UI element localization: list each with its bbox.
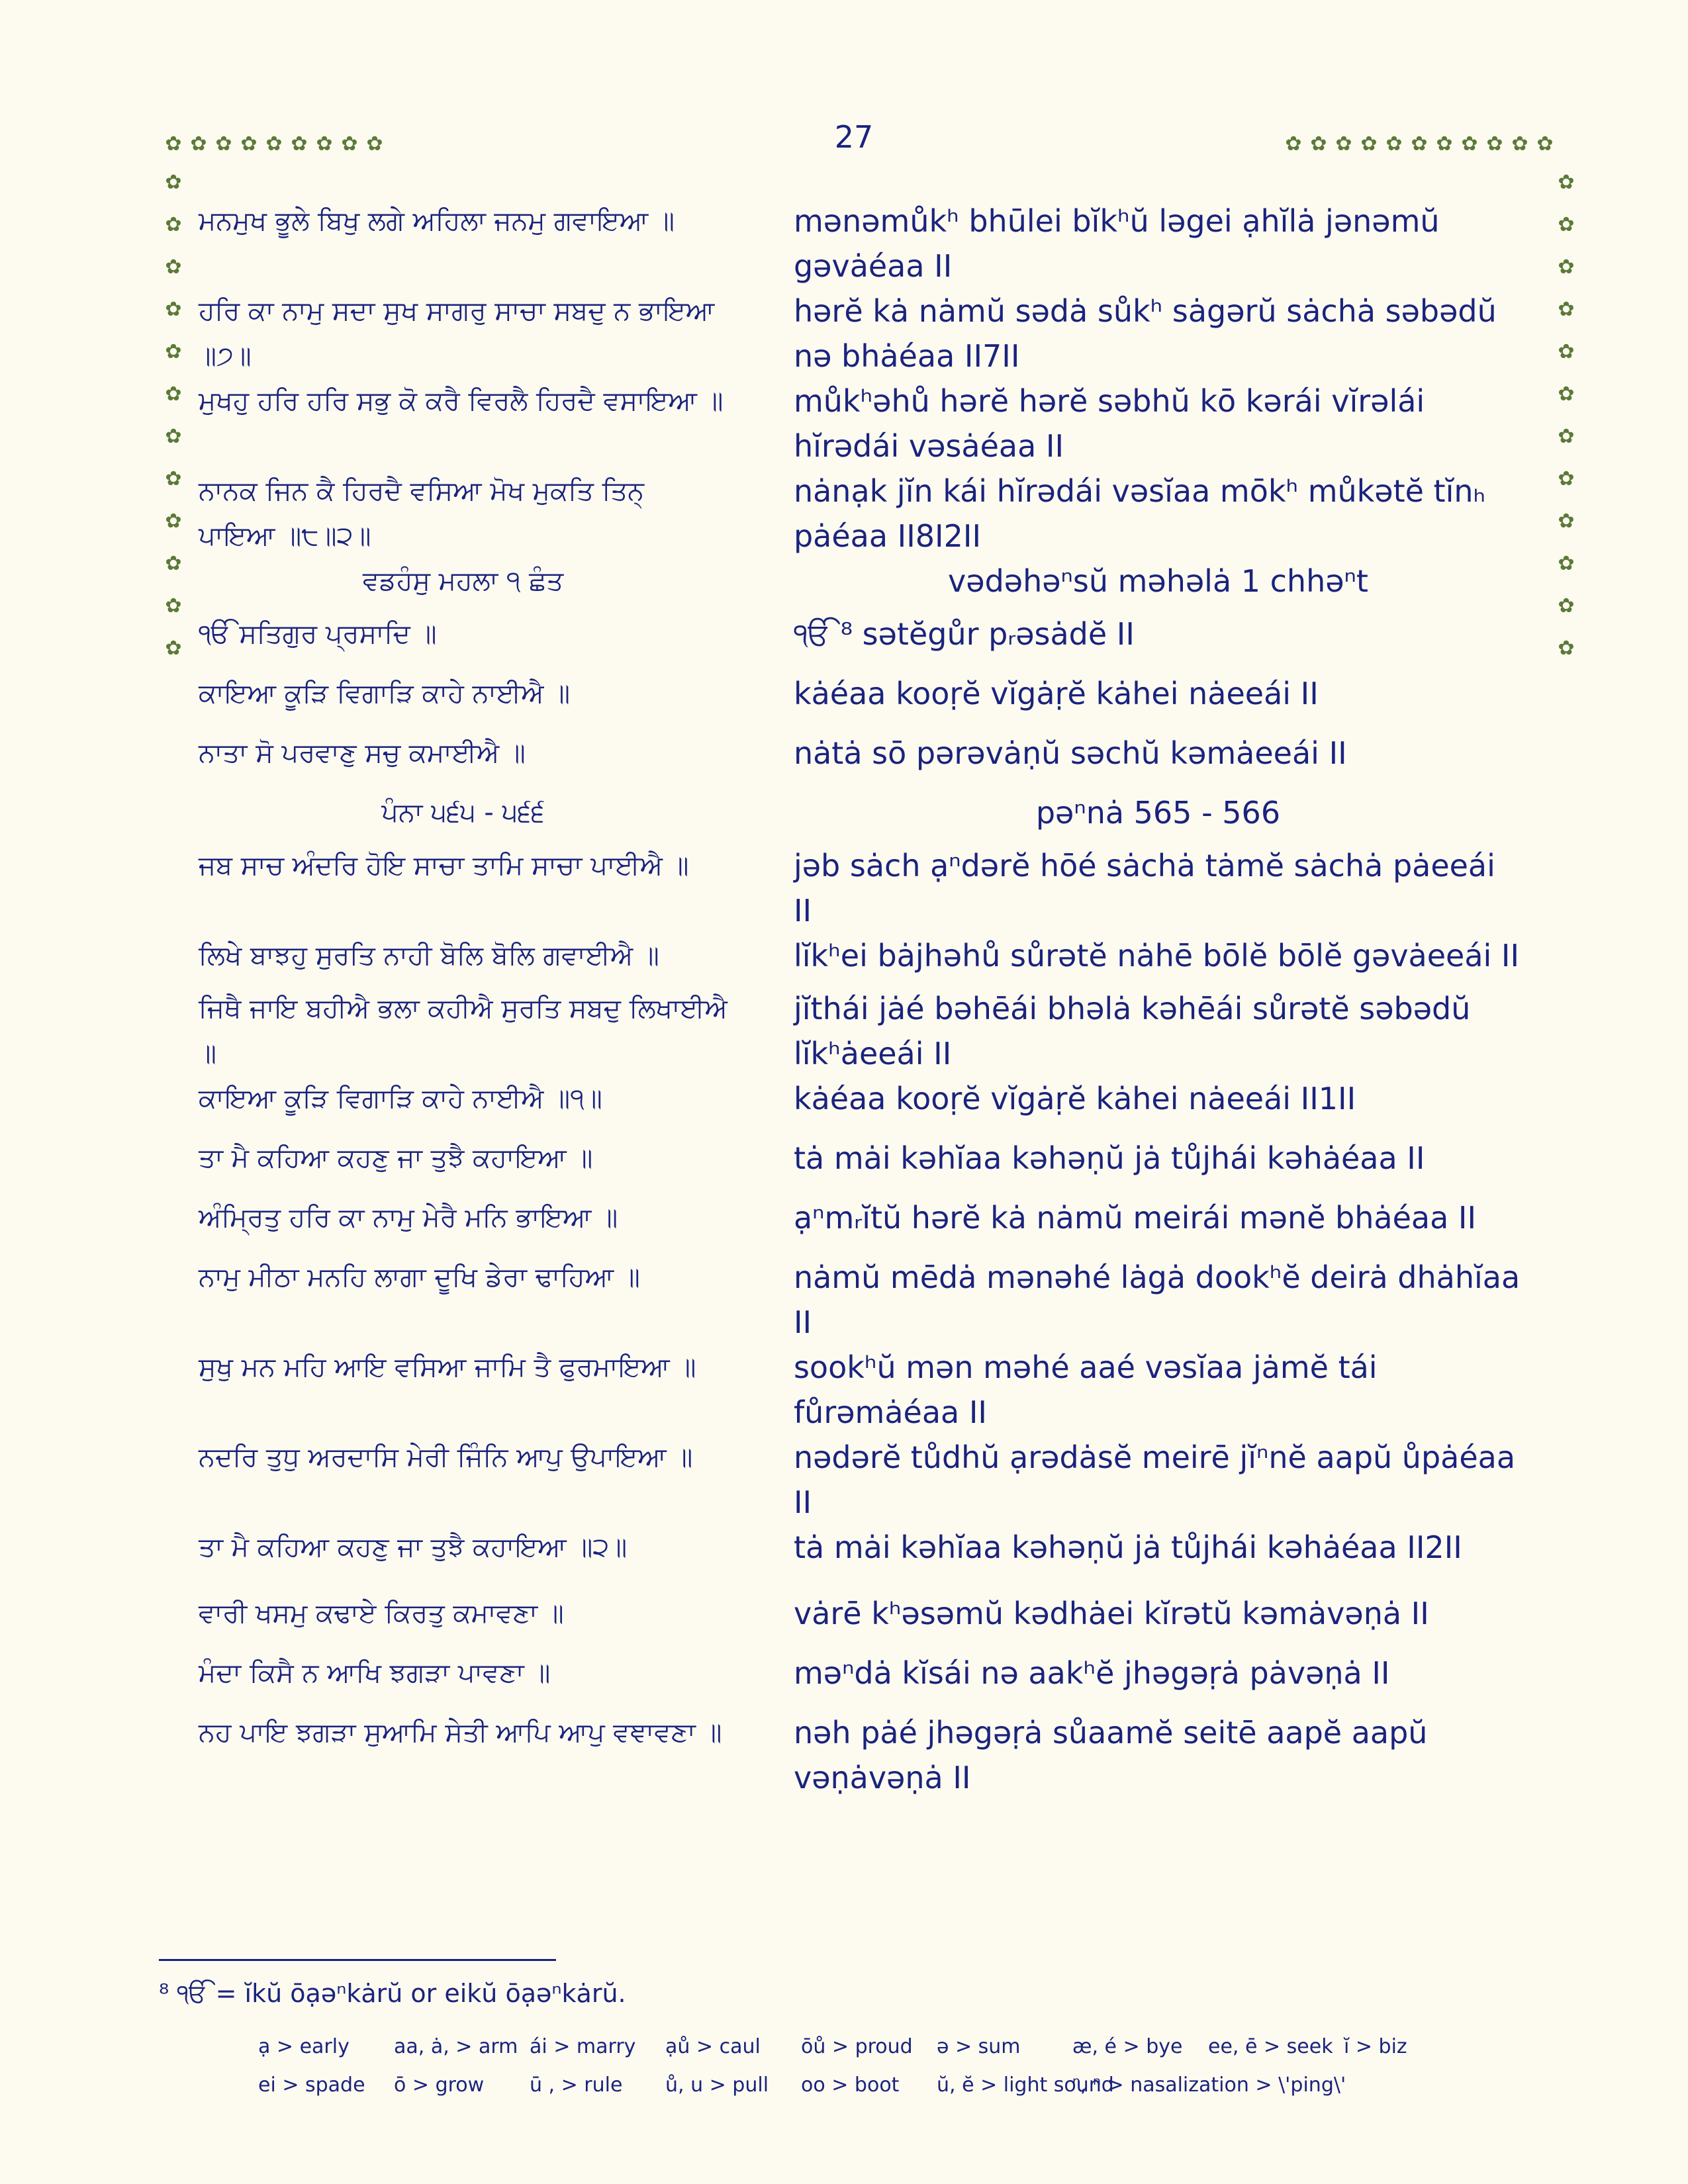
flower-icon: ✿ [1558, 298, 1575, 321]
transliteration-text: vȧrē kʰəsəmŭ kədhȧei kĭrətŭ kəmȧvəṇȧ II [793, 1596, 1429, 1631]
transliteration-text: nȧtȧ sō pərəvȧṇŭ səchŭ kəmȧeeái II [793, 735, 1347, 771]
flower-icon: ✿ [165, 425, 182, 448]
gurmukhi-text: ਜਬ ਸਾਚ ਅੰਦਰਿ ਹੋਇ ਸਾਚਾ ਤਾਮਿ ਸਾਚਾ ਪਾਈਐ ॥ [199, 850, 689, 881]
flower-icon: ✿ [1558, 171, 1575, 194]
transliteration-text: kȧéaa kooṛĕ vĭgȧṛĕ kȧhei nȧeeái II [793, 676, 1319, 711]
transliteration-text: lĭkʰei bȧjhəhů sůrətĕ nȧhē bōlĕ bōlĕ gəvȧeeái II [793, 938, 1520, 974]
flower-icon: ✿ [240, 132, 258, 156]
flower-icon: ✿ [165, 467, 182, 490]
flower-icon: ✿ [1335, 132, 1352, 156]
legend-item: oo > boot [801, 2073, 900, 2097]
flower-icon: ✿ [1558, 255, 1575, 279]
flower-icon: ✿ [1558, 425, 1575, 448]
flower-icon: ✿ [1310, 132, 1327, 156]
legend-item: ōů > proud [801, 2035, 913, 2058]
verse-row [199, 612, 1523, 671]
gurmukhi-text: ਨਹ ਪਾਇ ਝਗੜਾ ਸੁਆਮਿ ਸੇਤੀ ਆਪਿ ਆਪੁ ਵਞਾਵਣਾ ॥ [199, 1717, 722, 1748]
flower-icon: ✿ [1411, 132, 1428, 156]
legend-item: ei > spade [258, 2073, 365, 2097]
flower-icon: ✿ [215, 132, 232, 156]
flower-icon: ✿ [165, 213, 182, 236]
verse-row [199, 1076, 1523, 1136]
flower-icon: ✿ [165, 383, 182, 406]
verse-row [199, 199, 1523, 289]
verse-row [199, 1345, 1523, 1435]
legend-item: æ, é > bye [1072, 2035, 1183, 2058]
transliteration-text: nəh pȧé jhəgəṛȧ sůaamĕ seitē aapĕ aapŭ vəṇȧvəṇȧ II [793, 1715, 1428, 1796]
flower-icon: ✿ [1285, 132, 1302, 156]
transliteration-text: můkʰəhů hərĕ hərĕ səbhŭ kō kərái vĭrəlái hĭrədái vəsȧéaa II [793, 383, 1425, 464]
verse-table [199, 199, 1523, 1800]
flower-icon: ✿ [1360, 132, 1378, 156]
pronunciation-legend [258, 2035, 1516, 2112]
legend-item: ə > sum [937, 2035, 1021, 2058]
flower-icon: ✿ [1486, 132, 1503, 156]
verse-row [199, 671, 1523, 731]
gurmukhi-text: ਨਾਨਕ ਜਿਨ ਕੈ ਹਿਰਦੈ ਵਸਿਆ ਮੋਖ ਮੁਕਤਿ ਤਿਨ੍ ਪਾਇਆ ॥੮॥੨॥ [199, 476, 645, 551]
gurmukhi-text: ਮੁਖਹੁ ਹਰਿ ਹਰਿ ਸਭੁ ਕੋ ਕਰੈ ਵਿਰਲੈ ਹਿਰਦੈ ਵਸਾਇਆ ॥ [199, 386, 724, 416]
verse-row [199, 790, 1523, 843]
gurmukhi-text: ੴ ਸਤਿਗੁਰ ਪ੍ਰਸਾਦਿ ॥ [199, 619, 437, 649]
legend-item: ạ > early [258, 2035, 350, 2058]
gurmukhi-text: ਨਾਤਾ ਸੋ ਪਰਵਾਣੁ ਸਚੁ ਕਮਾਈਐ ॥ [199, 738, 526, 768]
verse-row [199, 933, 1523, 986]
flower-icon: ✿ [165, 340, 182, 363]
verse-row [199, 379, 1523, 469]
transliteration-text: tȧ mȧi kəhĭaa kəhəṇŭ jȧ tůjhái kəhȧéaa II [793, 1140, 1425, 1176]
verse-row [199, 1710, 1523, 1800]
legend-row [258, 2073, 1516, 2112]
transliteration-text: nȧnạk jĭn kái hĭrədái vəsĭaa mōkʰ můkətĕ tĭnₕ pȧéaa II8I2II [793, 473, 1486, 554]
footnote-rule [159, 1959, 556, 1961]
gurmukhi-text: ਨਾਮੁ ਮੀਠਾ ਮਨਹਿ ਲਾਗਾ ਦੂਖਿ ਡੇਰਾ ਢਾਹਿਆ ॥ [199, 1262, 640, 1293]
verse-row [199, 1255, 1523, 1345]
flower-icon: ✿ [316, 132, 333, 156]
transliteration-text: jəb sȧch ạⁿdərĕ hōé sȧchȧ tȧmĕ sȧchȧ pȧeeái II [793, 848, 1495, 929]
flower-icon: ✿ [1558, 213, 1575, 236]
flower-icon: ✿ [1558, 594, 1575, 617]
transliteration-text: tȧ mȧi kəhĭaa kəhəṇŭ jȧ tůjhái kəhȧéaa II2II [793, 1529, 1462, 1565]
flower-icon: ✿ [1536, 132, 1554, 156]
gurmukhi-text: ਲਿਖੇ ਬਾਝਹੁ ਸੁਰਤਿ ਨਾਹੀ ਬੋਲਿ ਬੋਲਿ ਗਵਾਈਐ ॥ [199, 940, 659, 971]
flower-icon: ✿ [1558, 340, 1575, 363]
footnote: ⁸ ੴ = ĭkŭ ōạəⁿkȧrŭ or eikŭ ōạəⁿkȧrŭ. [159, 1979, 626, 2008]
gurmukhi-text: ਤਾ ਮੈ ਕਹਿਆ ਕਹਣੁ ਜਾ ਤੁਝੈ ਕਹਾਇਆ ॥੨॥ [199, 1532, 628, 1563]
flower-icon: ✿ [1385, 132, 1403, 156]
gurmukhi-text: ਹਰਿ ਕਾ ਨਾਮੁ ਸਦਾ ਸੁਖ ਸਾਗਰੁ ਸਾਚਾ ਸਬਦੁ ਨ ਭਾਇਆ ॥੭॥ [199, 296, 715, 371]
legend-item: ū , > rule [530, 2073, 623, 2097]
legend-item: ĭ > biz [1344, 2035, 1407, 2058]
gurmukhi-text: ਕਾਇਆ ਕੂੜਿ ਵਿਗਾੜਿ ਕਾਹੇ ਨਾਈਐ ॥ [199, 678, 571, 709]
flower-icon: ✿ [291, 132, 308, 156]
flower-icon: ✿ [1558, 552, 1575, 575]
transliteration-text: vədəhəⁿsŭ məhəlȧ 1 chhəⁿt [948, 563, 1368, 599]
transliteration-text: nȧmŭ mēdȧ mənəhé lȧgȧ dookʰĕ deirȧ dhȧhĭaa II [793, 1259, 1521, 1340]
transliteration-text: kȧéaa kooṛĕ vĭgȧṛĕ kȧhei nȧeeái II1II [793, 1081, 1356, 1116]
flower-icon: ✿ [165, 594, 182, 617]
verse-row [199, 843, 1523, 933]
flower-icon: ✿ [190, 132, 207, 156]
legend-item: ái > marry [530, 2035, 636, 2058]
flower-icon: ✿ [1461, 132, 1478, 156]
flower-icon: ✿ [366, 132, 383, 156]
verse-row [199, 1525, 1523, 1591]
flower-icon: ✿ [165, 171, 182, 194]
verse-row [199, 1651, 1523, 1710]
transliteration-text: ੴ ⁸ sətĕgůr pᵣəsȧdĕ II [793, 616, 1135, 652]
transliteration-text: hərĕ kȧ nȧmŭ sədȧ sůkʰ sȧgərŭ sȧchȧ səbədŭ nə bhȧéaa II7II [793, 293, 1497, 374]
verse-row [199, 1591, 1523, 1651]
flower-icon: ✿ [1558, 510, 1575, 533]
gurmukhi-text: ਅੰਮ੍ਰਿਤੁ ਹਰਿ ਕਾ ਨਾਮੁ ਮੇਰੈ ਮਨਿ ਭਾਇਆ ॥ [199, 1203, 618, 1233]
flower-icon: ✿ [341, 132, 358, 156]
flower-icon: ✿ [165, 132, 182, 156]
legend-item: ⁿ, ⁿ > nasalization > \'ping\' [1072, 2073, 1346, 2097]
gurmukhi-text: ਸੁਖੁ ਮਨ ਮਹਿ ਆਇ ਵਸਿਆ ਜਾਮਿ ਤੈ ਫੁਰਮਾਇਆ ॥ [199, 1352, 696, 1383]
flower-icon: ✿ [1511, 132, 1528, 156]
transliteration-text: jĭthái jȧé bəhēái bhəlȧ kəhēái sůrətĕ səbədŭ lĭkʰȧeeái II [793, 991, 1471, 1071]
transliteration-text: sookʰŭ mən məhé aaé vəsĭaa jȧmĕ tái fůrəmȧéaa II [793, 1349, 1378, 1430]
verse-row [199, 731, 1523, 790]
flower-icon: ✿ [165, 552, 182, 575]
gurmukhi-text: ਵਾਰੀ ਖਸਮੁ ਕਢਾਏ ਕਿਰਤੁ ਕਮਾਵਣਾ ॥ [199, 1598, 564, 1629]
verse-row [199, 986, 1523, 1076]
flower-icon: ✿ [1436, 132, 1453, 156]
transliteration-text: nədərĕ tůdhŭ ạrədȧsĕ meirē jĭⁿnĕ aapŭ ůpȧéaa II [793, 1439, 1516, 1520]
flower-icon: ✿ [1558, 637, 1575, 660]
gurmukhi-text: ਕਾਇਆ ਕੂੜਿ ਵਿਗਾੜਿ ਕਾਹੇ ਨਾਈਐ ॥੧॥ [199, 1083, 602, 1114]
verse-row [199, 1136, 1523, 1195]
gurmukhi-text: ਜਿਥੈ ਜਾਇ ਬਹੀਐ ਭਲਾ ਕਹੀਐ ਸੁਰਤਿ ਸਬਦੁ ਲਿਖਾਈਐ ॥ [199, 993, 727, 1069]
gurmukhi-text: ਮਨਮੁਖ ਭੂਲੇ ਬਿਖੁ ਲਗੇ ਅਹਿਲਾ ਜਨਮੁ ਗਵਾਇਆ ॥ [199, 206, 675, 236]
flower-icon: ✿ [165, 298, 182, 321]
legend-item: ů, u > pull [665, 2073, 769, 2097]
flower-icon: ✿ [1558, 467, 1575, 490]
verse-row [199, 469, 1523, 559]
flower-icon: ✿ [165, 637, 182, 660]
gurmukhi-text: ਪੰਨਾ ੫੬੫ - ੫੬੬ [381, 797, 545, 828]
legend-item: ee, ē > seek [1208, 2035, 1333, 2058]
verse-row [199, 1435, 1523, 1525]
transliteration-text: məⁿdȧ kĭsái nə aakʰĕ jhəgəṛȧ pȧvəṇȧ II [793, 1655, 1390, 1691]
page-number: 27 [834, 119, 874, 155]
legend-row [258, 2035, 1516, 2073]
flower-icon: ✿ [1558, 383, 1575, 406]
flower-icon: ✿ [165, 510, 182, 533]
transliteration-text: mənəmůkʰ bhūlei bĭkʰŭ ləgei ạhĭlȧ jənəmŭ gəvȧéaa II [793, 203, 1440, 284]
legend-item: ŭ, ĕ > light sound [937, 2073, 1114, 2097]
verse-row [199, 289, 1523, 379]
flower-icon: ✿ [165, 255, 182, 279]
gurmukhi-text: ਮੰਦਾ ਕਿਸੈ ਨ ਆਖਿ ਝਗੜਾ ਪਾਵਣਾ ॥ [199, 1658, 551, 1688]
transliteration-text: pəⁿnȧ 565 - 566 [1035, 795, 1281, 831]
gurmukhi-text: ਨਦਰਿ ਤੁਧੁ ਅਰਦਾਸਿ ਮੇਰੀ ਜਿੰਨਿ ਆਪੁ ਉਪਾਇਆ ॥ [199, 1442, 693, 1473]
legend-item: ō > grow [394, 2073, 485, 2097]
flower-icon: ✿ [265, 132, 283, 156]
transliteration-text: ạⁿmᵣĭtŭ hərĕ kȧ nȧmŭ meirái mənĕ bhȧéaa II [793, 1200, 1477, 1236]
legend-item: aa, ȧ, > arm [394, 2035, 518, 2058]
verse-row [199, 1195, 1523, 1255]
legend-item: ạů > caul [665, 2035, 761, 2058]
verse-row [199, 559, 1523, 612]
gurmukhi-text: ਵਡਹੰਸੁ ਮਹਲਾ ੧ ਛੰਤ [362, 566, 564, 596]
gurmukhi-text: ਤਾ ਮੈ ਕਹਿਆ ਕਹਣੁ ਜਾ ਤੁਝੈ ਕਹਾਇਆ ॥ [199, 1143, 593, 1173]
